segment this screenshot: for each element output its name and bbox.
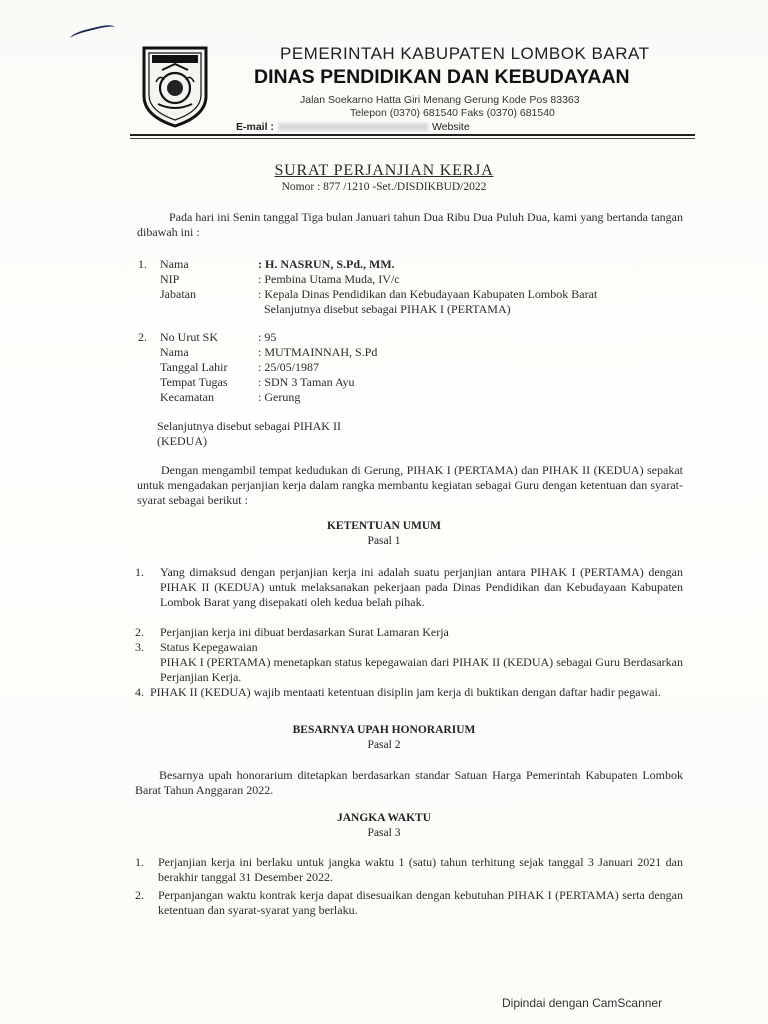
intro-paragraph: Dengan mengambil tempat kedudukan di Gerung, PIHAK I (PERTAMA) dan PIHAK II (KEDUA) sepakat untuk mengadakan perjanjian kerja dalam rangka membantu kegiatan sebagai Guru dengan ketentuan dan syarat-syarat sebagai berikut : (137, 463, 683, 507)
s1-item1-text: Yang dimaksud dengan perjanjian kerja ini adalah suatu perjanjian antara PIHAK I (PERTAMA) dengan PIHAK II (KEDUA) untuk melaksanakan pekerjaan pada Dinas Pendidikan dan Kebudayaan Kabupaten Lombok Barat yang disepakati oleh kedua belah pihak. (160, 565, 683, 609)
section2-pasal: Pasal 2 (367, 739, 401, 751)
s1-item2-number: 2. (135, 625, 144, 639)
s3-item1-text: Perjanjian kerja ini berlaku untuk jangka waktu 1 (satu) tahun terhitung sejak tanggal 3 Januari 2021 dan berakhir tanggal 31 Desember 2022. (158, 855, 683, 884)
s1-item3-detail: PIHAK I (PERTAMA) menetapkan status kepegawaian dari PIHAK II (KEDUA) sebagai Guru Berdasarkan Perjanjian Kerja. (160, 655, 683, 684)
s1-item3-text: Status Kepegawaian (160, 640, 258, 654)
party1-label-nip: NIP (160, 272, 180, 286)
party2-label-sk: No Urut SK (160, 330, 219, 344)
s1-item4-text: PIHAK II (KEDUA) wajib mentaati ketentuan disiplin jam kerja di buktikan dengan daftar hadir pegawai. (150, 685, 661, 699)
email-label: E-mail : (236, 121, 274, 133)
party2-value-name: : MUTMAINNAH, S.Pd (258, 345, 378, 359)
s3-item2-number: 2. (135, 888, 144, 902)
section1-pasal: Pasal 1 (367, 535, 401, 547)
s3-item1-number: 1. (135, 855, 144, 869)
scanner-watermark: Dipindai dengan CamScanner (502, 996, 663, 1010)
s1-item1-number: 1. (135, 565, 144, 579)
section1-heading: KETENTUAN UMUM (326, 520, 442, 532)
section2-heading: BESARNYA UPAH HONORARIUM (292, 724, 476, 736)
party2-value-sk: : 95 (258, 330, 277, 344)
party2-label-name: Nama (160, 345, 189, 359)
document-number: Nomor : 877 /1210 -Set./DISDIKBUD/2022 (281, 181, 487, 193)
opening-paragraph: Pada hari ini Senin tanggal Tiga bulan Januari tahun Dua Ribu Dua Puluh Dua, kami yang bertanda tangan dibawah ini : (137, 210, 683, 239)
party1-number: 1. (138, 257, 147, 271)
party1-value-nip: : Pembina Utama Muda, IV/c (258, 272, 400, 286)
party1-note: Selanjutnya disebut sebagai PIHAK I (PERTAMA) (264, 302, 511, 316)
party2-note-line2: (KEDUA) (157, 434, 207, 448)
letterhead-agency: DINAS PENDIDIKAN DAN KEBUDAYAAN (254, 66, 630, 88)
lombok-barat-emblem-icon (140, 44, 210, 128)
section3-pasal: Pasal 3 (367, 827, 401, 839)
party2-value-dob: : 25/05/1987 (258, 360, 320, 374)
website-label: Website (431, 121, 470, 133)
letterhead-rule-thick (130, 134, 695, 136)
letterhead-address: Jalan Soekarno Hatta Giri Menang Gerung Kode Pos 83363 (300, 94, 580, 106)
s3-item2-text: Perpanjangan waktu kontrak kerja dapat disesuaikan dengan kebutuhan PIHAK I (PERTAMA) serta dengan ketentuan dan syarat-syarat yang berlaku. (158, 888, 683, 917)
letterhead-phone: Telepon (0370) 681540 Faks (0370) 681540 (350, 107, 555, 119)
letterhead-contact (236, 121, 470, 133)
party2-value-workplace: : SDN 3 Taman Ayu (258, 375, 355, 389)
party1-value-name: : H. NASRUN, S.Pd., MM. (258, 257, 395, 271)
s1-item2-text: Perjanjian kerja ini dibuat berdasarkan Surat Lamaran Kerja (160, 625, 449, 639)
party2-label-dob: Tanggal Lahir (160, 360, 228, 374)
party1-label-name: Nama (160, 257, 189, 271)
party1-value-position: : Kepala Dinas Pendidikan dan Kebudayaan Kabupaten Lombok Barat (258, 287, 598, 301)
letterhead-rule-thin (130, 138, 695, 139)
party1-label-position: Jabatan (160, 287, 196, 301)
section2-text: Besarnya upah honorarium ditetapkan berdasarkan standar Satuan Harga Pemerintah Kabupaten Lombok Barat Tahun Anggaran 2022. (135, 768, 683, 797)
section3-heading: JANGKA WAKTU (336, 812, 432, 824)
document-title: SURAT PERJANJIAN KERJA (274, 162, 494, 179)
letterhead-government: PEMERINTAH KABUPATEN LOMBOK BARAT (280, 44, 650, 63)
party2-number: 2. (138, 330, 147, 344)
s1-item3-number: 3. (135, 640, 144, 654)
party2-label-workplace: Tempat Tugas (160, 375, 228, 389)
redacted-email (278, 123, 428, 131)
s1-item4-number: 4. (135, 685, 144, 699)
party2-label-district: Kecamatan (160, 390, 214, 404)
party2-note-line1: Selanjutnya disebut sebagai PIHAK II (157, 419, 341, 433)
party2-value-district: : Gerung (258, 390, 301, 404)
